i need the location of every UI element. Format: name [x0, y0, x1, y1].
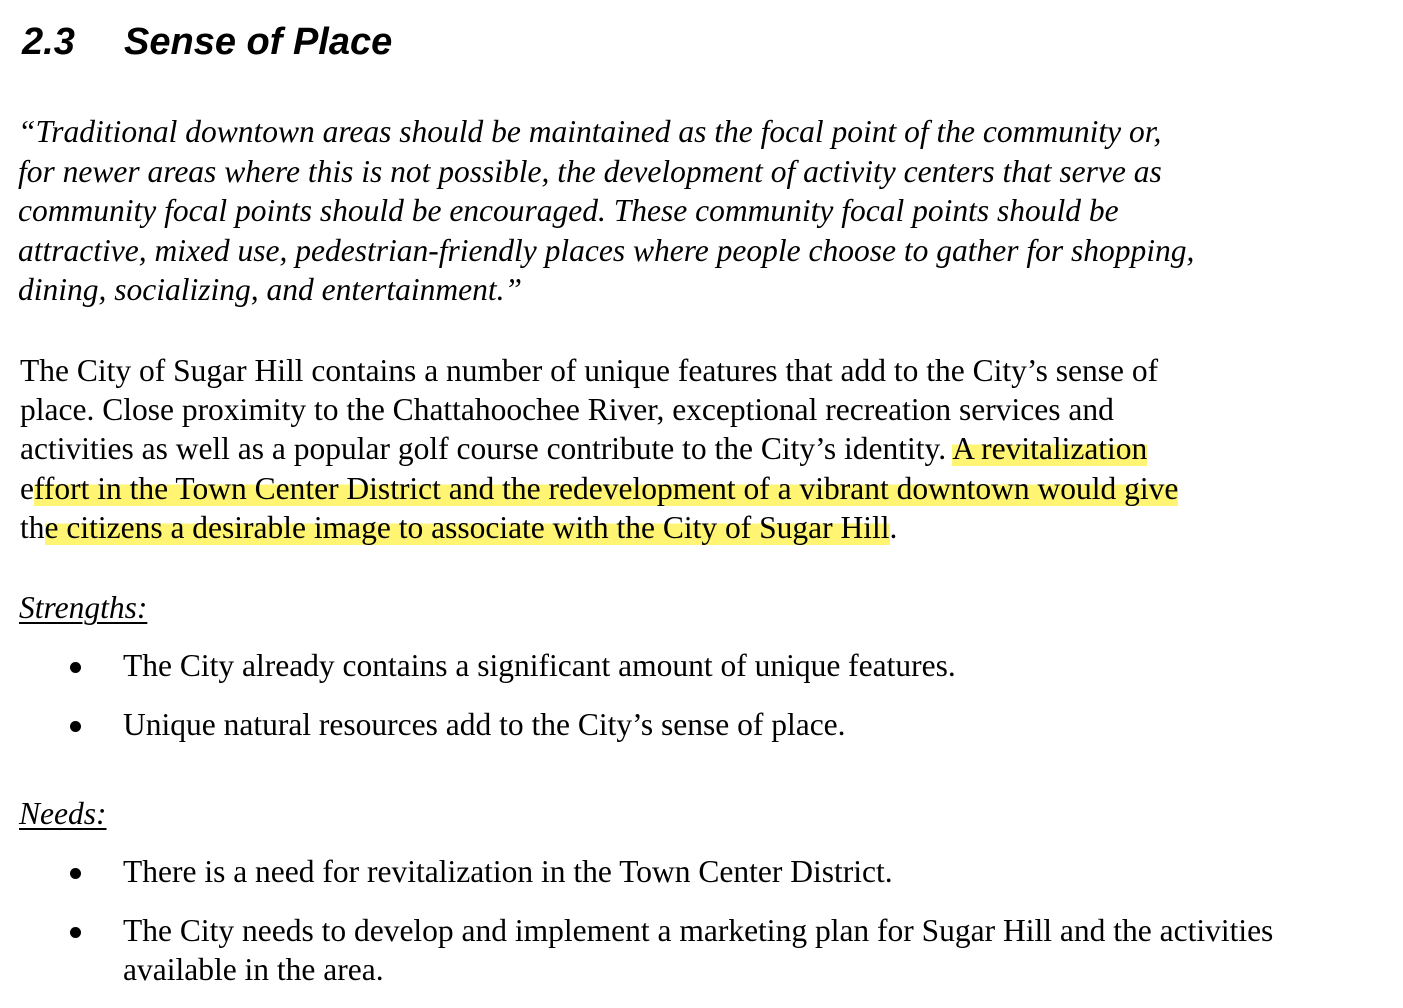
section-heading: [22, 18, 392, 66]
list-item: [0, 705, 1303, 744]
paragraph-line: The City of Sugar Hill contains a number of unique features that add to the City’s sense of: [20, 353, 1159, 388]
quote-line: community focal points should be encouraged. These community focal points should be: [18, 193, 1119, 229]
paragraph-line: [20, 469, 1350, 508]
list-item: [0, 646, 1303, 685]
paragraph-text: th: [20, 509, 45, 545]
paragraph-line: place. Close proximity to the Chattahoochee River, exceptional recreation services and: [20, 392, 1114, 428]
list-item-text: The City needs to develop and implement a marketing plan for Sugar Hill and the activities available in the area.: [123, 913, 1274, 988]
strengths-list: [0, 646, 1403, 744]
bullet-icon: [70, 662, 81, 673]
list-item: [0, 852, 1303, 891]
paragraph-line: [20, 429, 1350, 468]
list-item-text: The City already contains a significant amount of unique features.: [123, 648, 956, 683]
list-item: [0, 911, 1303, 989]
section-number: 2.3: [22, 21, 75, 63]
bullet-icon: [70, 927, 81, 938]
list-item-text: There is a need for revitalization in the Town Center District.: [123, 854, 893, 889]
paragraph-text: .: [889, 509, 898, 545]
strengths-label: Strengths:: [19, 590, 148, 625]
quote-line: for newer areas where this is not possible, the development of activity centers that serve as: [18, 153, 1162, 189]
paragraph-text: e: [20, 470, 34, 506]
highlighted-text: e citizens a desirable image to associate with the City of Sugar Hill: [44, 509, 890, 545]
highlighted-text: ffort in the Town Center District and the redevelopment of a vibrant downtown would give: [33, 470, 1179, 506]
needs-list: [0, 852, 1403, 990]
highlighted-text: A revitalization: [952, 431, 1148, 467]
quote-line: dining, socializing, and entertainment.”: [18, 272, 522, 308]
bullet-icon: [70, 721, 81, 732]
quote-line: “Traditional downtown areas should be maintained as the focal point of the community or,: [18, 114, 1162, 149]
needs-label: Needs:: [19, 796, 107, 831]
block-quote: [18, 112, 1348, 310]
quote-line: attractive, mixed use, pedestrian-friendly places where people choose to gather for shopping,: [18, 232, 1195, 268]
paragraph-text: activities as well as a popular golf course contribute to the City’s identity.: [20, 431, 953, 467]
list-item-text: Unique natural resources add to the City’s sense of place.: [123, 707, 846, 743]
body-paragraph: [20, 351, 1350, 547]
paragraph-line: [20, 508, 1350, 547]
bullet-icon: [70, 868, 81, 879]
section-title: Sense of Place: [124, 21, 393, 63]
